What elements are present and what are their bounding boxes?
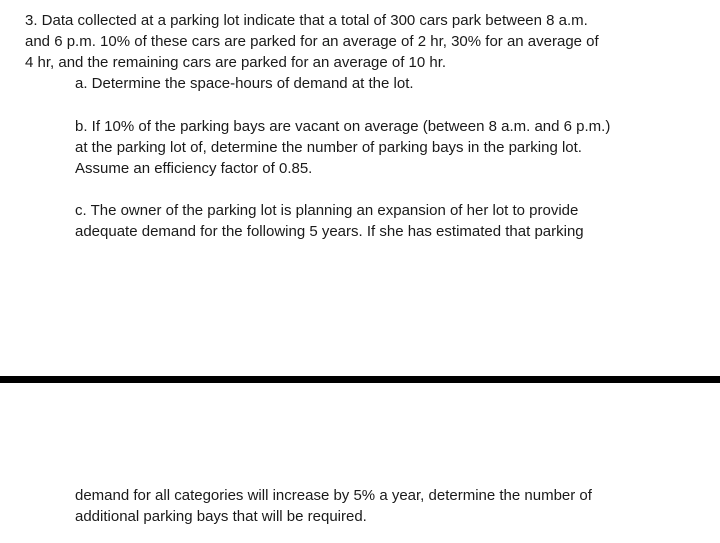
part-a-line: a. Determine the space-hours of demand at the lot.	[75, 75, 414, 92]
part-c-line: adequate demand for the following 5 years. If she has estimated that parking	[75, 223, 584, 240]
question-part-c	[75, 200, 584, 242]
part-b-line: at the parking lot of, determine the number of parking bays in the parking lot.	[75, 139, 582, 156]
part-c-line: c. The owner of the parking lot is planning an expansion of her lot to provide	[75, 202, 579, 219]
intro-line: 3. Data collected at a parking lot indicate that a total of 300 cars park between 8 a.m.	[25, 12, 588, 29]
question-part-b	[75, 116, 610, 179]
intro-line: and 6 p.m. 10% of these cars are parked for an average of 2 hr, 30% for an average of	[25, 33, 599, 50]
part-c-continued-line: demand for all categories will increase by 5% a year, determine the number of	[75, 487, 592, 504]
part-b-line: Assume an efficiency factor of 0.85.	[75, 160, 313, 177]
page-divider	[0, 376, 720, 383]
part-c-continued-line: additional parking bays that will be required.	[75, 508, 367, 525]
intro-line: 4 hr, and the remaining cars are parked for an average of 10 hr.	[25, 54, 447, 71]
part-b-line: b. If 10% of the parking bays are vacant on average (between 8 a.m. and 6 p.m.)	[75, 118, 611, 135]
question-intro	[25, 10, 599, 73]
question-part-a	[75, 73, 414, 94]
question-part-c-continued	[75, 485, 592, 527]
